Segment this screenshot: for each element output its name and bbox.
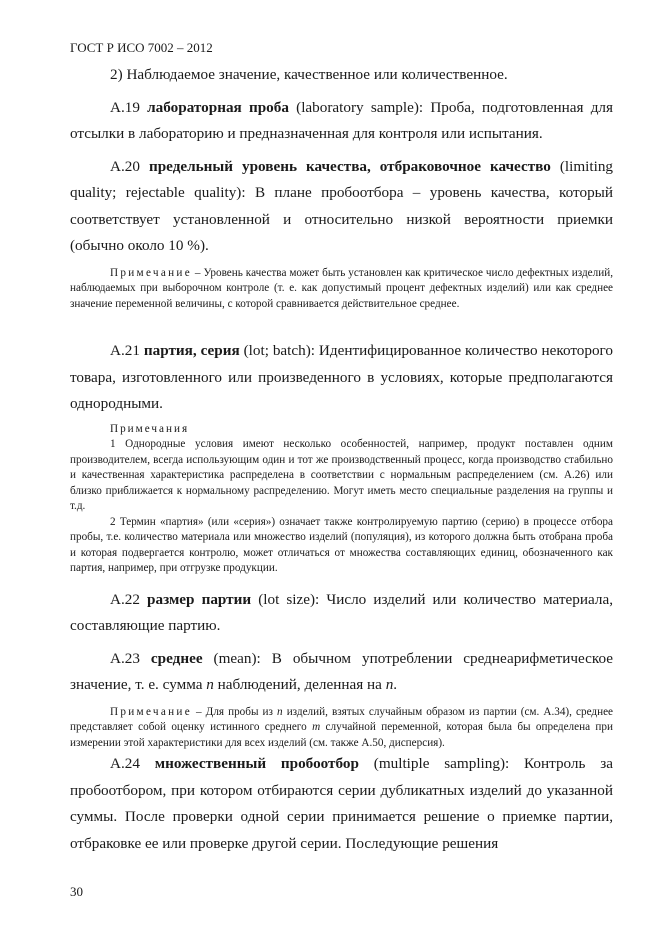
- term-title: множественный пробоотбор: [154, 755, 359, 772]
- observed-value-item: 2) Наблюдаемое значение, качественное или количественное.: [110, 66, 508, 83]
- note-a21-2: 2 Термин «партия» (или «серия») означает также контролируемую партию (серию) в процессе отбора пробы, т.е. количество материала или множество изделий (популяция), из которого должна быть отобрана проба и которая подвергается контролю, может отличаться от множества составляющих единиц, обозначенного как партия, например, при отгрузке продукции.: [70, 515, 613, 574]
- page-header: ГОСТ Р ИСО 7002 – 2012: [70, 40, 213, 55]
- note-text: – Уровень качества может быть установлен как критическое число дефектных изделий, наблюдаемых при выборочном контроле (т. е. как допустимый процент дефектных изделий) или как среднее значение переменной величины, с которой сравнивается действительное среднее.: [70, 266, 613, 310]
- term-definition: (lot size): Число изделий или количество материала, составляющие партию.: [70, 590, 613, 634]
- term-definition: (laboratory sample): Проба, подготовленная для отсылки в лабораторию и предназначенная для контроля или испытания.: [70, 98, 613, 142]
- term-period: .: [393, 676, 398, 693]
- note-a21-1: 1 Однородные условия имеют несколько особенностей, например, продукт поставлен одним производителем, всегда использующим один и тот же производственный процесс, когда производство стабильно и качественная характеристика распределена в соответствии с нормальным распределением (см. А.26) или близко приближается к нормальному распределению. Могут иметь место специальные разделения на группы и т.д.: [70, 438, 613, 512]
- note-label: Примечание: [110, 266, 192, 279]
- term-a24: [70, 751, 613, 857]
- notes-a21: [70, 422, 613, 577]
- note-a20: [70, 266, 613, 313]
- page-content: [70, 62, 613, 857]
- term-number: А.24: [110, 755, 140, 772]
- term-a19: [70, 95, 613, 148]
- note-text: – Для пробы из: [196, 705, 273, 718]
- notes-label: Примечания: [110, 422, 190, 435]
- variable-n: n: [206, 676, 214, 693]
- page-number: 30: [70, 884, 83, 899]
- note-a23: [70, 705, 613, 752]
- term-number: А.22: [110, 590, 140, 608]
- term-title: лабораторная проба: [147, 98, 289, 116]
- variable-m: m: [312, 721, 321, 733]
- note-label: Примечание: [110, 705, 192, 718]
- term-definition-cont: наблюдений, деленная на: [217, 676, 382, 693]
- note-text: изделий, взятых случайным образом из партии (см. А.34), среднее представляет собой оценку истинного среднего: [70, 705, 614, 733]
- term-definition: (multiple sampling): Контроль за пробоотбором, при котором отбираются серии дубликатных изделий до указанной суммы. После проверки одной серии принимается решение о приемке партии, отбраковке ее или проверке другой серии. Последующие решения: [70, 755, 613, 852]
- term-title: предельный уровень качества, отбраковочное качество: [148, 157, 551, 175]
- term-definition: (limiting quality; rejectable quality): В плане пробоотбора – уровень качества, который соответствует установленной и относительно низкой вероятности приемки (обычно около 10 %).: [70, 157, 614, 254]
- variable-n: n: [277, 705, 283, 718]
- term-a21: [70, 338, 613, 418]
- term-definition: (mean): В обычном употреблении среднеарифметическое значение, т. е. сумма: [70, 649, 613, 693]
- term-title: партия, серия: [143, 342, 240, 359]
- term-number: А.20: [110, 157, 140, 175]
- term-a20: [70, 154, 613, 260]
- term-a22: [70, 587, 613, 640]
- note-text: случайной переменной, которая была бы определена при измерении этой характеристики для всех изделий (см. также А.50, дисперсия).: [70, 721, 613, 749]
- term-definition: (lot; batch): Идентифицированное количество некоторого товара, изготовленного или произведенного в условиях, которые предполагаются однородными.: [70, 342, 613, 412]
- term-a23: [70, 646, 613, 699]
- term-number: А.19: [110, 98, 140, 116]
- term-number: А.23: [110, 649, 140, 667]
- term-title: размер партии: [147, 590, 252, 608]
- term-number: А.21: [110, 342, 140, 359]
- variable-n: n: [385, 676, 394, 693]
- term-title: среднее: [150, 649, 203, 667]
